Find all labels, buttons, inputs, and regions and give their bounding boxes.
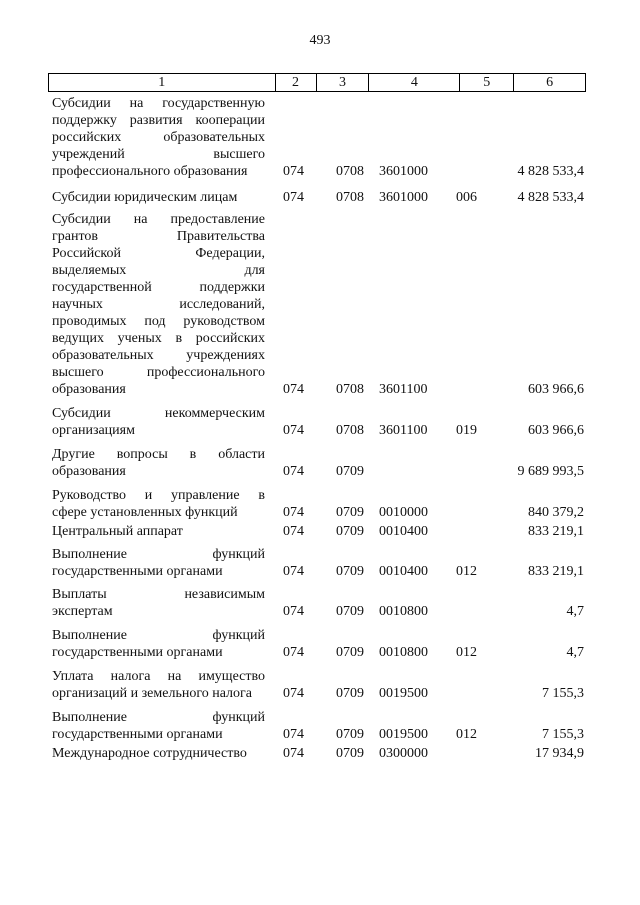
row-name-line: поддержку развития кооперации	[52, 113, 265, 128]
section-code: 0708	[336, 164, 364, 179]
row-name-line: государственной поддержки	[52, 280, 265, 295]
row-name	[52, 523, 265, 540]
row-name-line: Уплата налога на имущество	[52, 669, 265, 684]
row-name	[52, 668, 265, 702]
target-code: 3601100	[379, 423, 428, 438]
row-name-line: российских образовательных	[52, 130, 265, 145]
column-header-1: 1	[158, 75, 166, 90]
table-row	[0, 627, 640, 661]
ministry-code: 074	[283, 604, 304, 619]
row-name-line: Выплаты независимым	[52, 587, 265, 602]
row-name-line: образования	[52, 464, 126, 479]
row-name-line: профессионального образования	[52, 164, 248, 179]
row-name-line: высшего профессионального	[52, 365, 265, 380]
table-row	[0, 189, 640, 206]
row-name	[52, 487, 265, 521]
row-name-line: Выполнение функций	[52, 547, 265, 562]
target-code: 0010800	[379, 645, 428, 660]
ministry-code: 074	[283, 164, 304, 179]
amount: 833 219,1	[528, 524, 584, 539]
column-header-3: 3	[316, 74, 369, 91]
ministry-code: 074	[283, 524, 304, 539]
amount: 17 934,9	[535, 746, 584, 761]
table-row	[0, 405, 640, 439]
table-row	[0, 487, 640, 521]
row-name-line: образования	[52, 382, 126, 397]
column-header-6: 6	[513, 74, 585, 91]
expense-type-code: 012	[456, 645, 477, 660]
row-name	[52, 586, 265, 620]
row-name-line: Субсидии юридическим лицам	[52, 190, 238, 205]
row-name-line: Российской Федерации,	[52, 246, 265, 261]
row-name	[52, 627, 265, 661]
target-code: 0019500	[379, 686, 428, 701]
row-name-line: Выполнение функций	[52, 628, 265, 643]
amount: 833 219,1	[528, 564, 584, 579]
target-code: 3601100	[379, 382, 428, 397]
amount: 4,7	[566, 645, 584, 660]
amount: 9 689 993,5	[517, 464, 584, 479]
ministry-code: 074	[283, 464, 304, 479]
target-code: 0300000	[379, 746, 428, 761]
target-code: 0010800	[379, 604, 428, 619]
row-name	[52, 546, 265, 580]
table-row	[0, 95, 640, 180]
ministry-code: 074	[283, 645, 304, 660]
row-name	[52, 745, 265, 762]
table-row	[0, 668, 640, 702]
row-name-line: Другие вопросы в области	[52, 447, 265, 462]
row-name-line: экспертам	[52, 604, 113, 619]
table-row	[0, 709, 640, 743]
row-name	[52, 211, 265, 398]
section-code: 0709	[336, 645, 364, 660]
page-number: 493	[309, 33, 331, 48]
section-code: 0709	[336, 564, 364, 579]
row-name-line: организациям	[52, 423, 135, 438]
expense-type-code: 006	[456, 190, 477, 205]
amount: 4 828 533,4	[517, 190, 584, 205]
row-name-line: сфере установленных функций	[52, 505, 238, 520]
target-code: 0010400	[379, 524, 428, 539]
amount: 603 966,6	[528, 423, 584, 438]
ministry-code: 074	[283, 564, 304, 579]
ministry-code: 074	[283, 727, 304, 742]
expense-type-code: 019	[456, 423, 477, 438]
row-name-line: Выполнение функций	[52, 710, 265, 725]
row-name	[52, 446, 265, 480]
row-name	[52, 95, 265, 180]
amount: 7 155,3	[542, 727, 584, 742]
section-code: 0709	[336, 524, 364, 539]
target-code: 3601000	[379, 190, 428, 205]
ministry-code: 074	[283, 505, 304, 520]
section-code: 0708	[336, 382, 364, 397]
target-code: 0010000	[379, 505, 428, 520]
row-name-line: организаций и земельного налога	[52, 686, 252, 701]
row-name-line: Руководство и управление в	[52, 488, 265, 503]
row-name-line: выделяемых для	[52, 263, 265, 278]
ministry-code: 074	[283, 746, 304, 761]
table-row	[0, 523, 640, 540]
ministry-code: 074	[283, 423, 304, 438]
amount: 4 828 533,4	[517, 164, 584, 179]
ministry-code: 074	[283, 190, 304, 205]
row-name-line: государственными органами	[52, 727, 223, 742]
expense-type-code: 012	[456, 727, 477, 742]
row-name-line: государственными органами	[52, 564, 223, 579]
column-header-5: 5	[459, 74, 513, 91]
table-row	[0, 586, 640, 620]
table-body	[0, 95, 640, 762]
row-name	[52, 709, 265, 743]
row-name-line: ведущих ученых в российских	[52, 331, 265, 346]
row-name	[52, 189, 265, 206]
section-code: 0709	[336, 727, 364, 742]
expense-type-code: 012	[456, 564, 477, 579]
section-code: 0708	[336, 190, 364, 205]
ministry-code: 074	[283, 382, 304, 397]
target-code: 0019500	[379, 727, 428, 742]
row-name-line: учреждений высшего	[52, 147, 265, 162]
section-code: 0709	[336, 464, 364, 479]
table-header	[48, 73, 586, 92]
amount: 840 379,2	[528, 505, 584, 520]
section-code: 0709	[336, 746, 364, 761]
row-name-line: Субсидии на государственную	[52, 96, 265, 111]
section-code: 0708	[336, 423, 364, 438]
row-name-line: государственными органами	[52, 645, 223, 660]
column-header-4: 4	[368, 74, 459, 91]
ministry-code: 074	[283, 686, 304, 701]
row-name-line: проводимых под руководством	[52, 314, 265, 329]
section-code: 0709	[336, 604, 364, 619]
table-row	[0, 211, 640, 398]
table-row	[0, 446, 640, 480]
row-name-line: Международное сотрудничество	[52, 746, 247, 761]
target-code: 3601000	[379, 164, 428, 179]
table-row	[0, 546, 640, 580]
table-row	[0, 745, 640, 762]
row-name-line: Центральный аппарат	[52, 524, 183, 539]
row-name-line: Субсидии на предоставление	[52, 212, 265, 227]
column-header-2: 2	[275, 74, 316, 91]
section-code: 0709	[336, 505, 364, 520]
row-name-line: научных исследований,	[52, 297, 265, 312]
amount: 603 966,6	[528, 382, 584, 397]
row-name-line: Субсидии некоммерческим	[52, 406, 265, 421]
amount: 7 155,3	[542, 686, 584, 701]
row-name-line: грантов Правительства	[52, 229, 265, 244]
section-code: 0709	[336, 686, 364, 701]
row-name-line: образовательных учреждениях	[52, 348, 265, 363]
row-name	[52, 405, 265, 439]
amount: 4,7	[566, 604, 584, 619]
target-code: 0010400	[379, 564, 428, 579]
